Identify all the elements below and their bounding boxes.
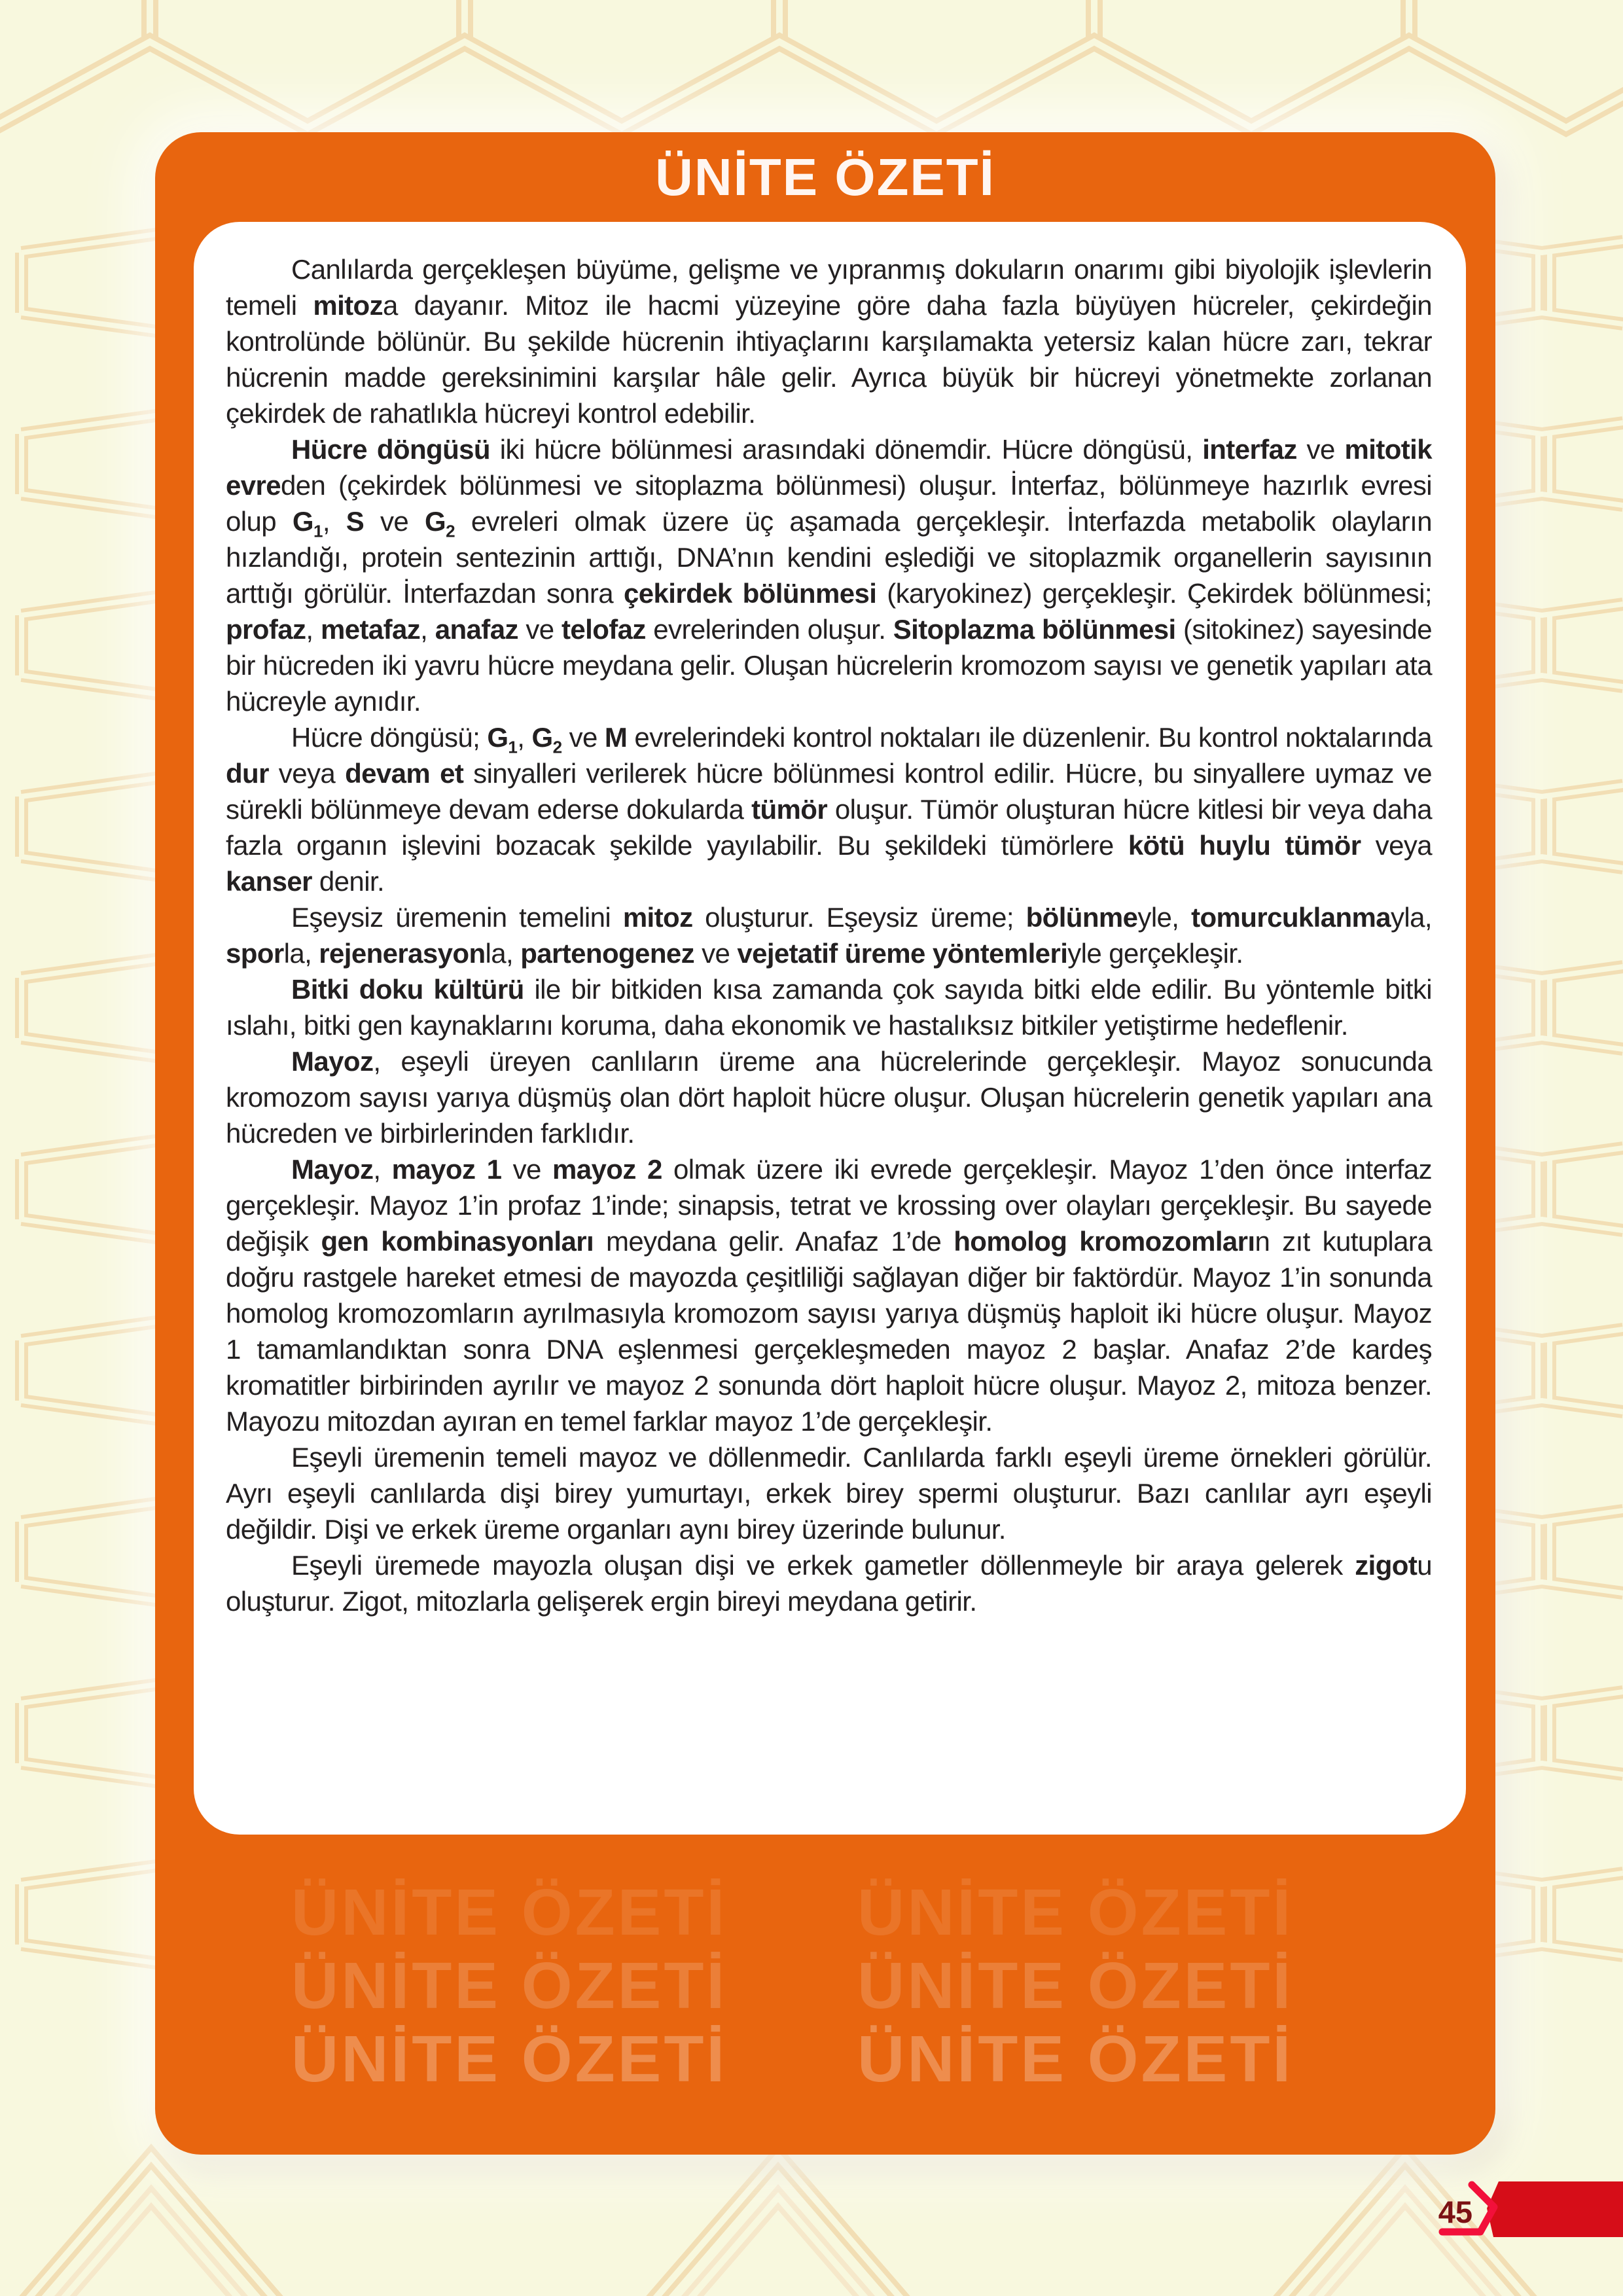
- paragraph: Eşeysiz üremenin temelini mitoz oluşturur. Eşeysiz üreme; bölünmeyle, tomurcuklanmayla, sporla, rejenerasyonla, partenogenez ve vejetatif üreme yöntemleriyle gerçekleşir.: [226, 902, 1432, 969]
- paragraph: Bitki doku kültürü ile bir bitkiden kısa zamanda çok sayıda bitki elde edilir. Bu yöntemle bitki ıslahı, bitki gen kaynaklarını koruma, daha ekonomik ve hastalıksız bitkiler yetiştirme hedeflenir.: [226, 974, 1432, 1041]
- paragraph: Hücre döngüsü iki hücre bölünmesi arasındaki dönemdir. Hücre döngüsü, interfaz ve mitotik evreden (çekirdek bölünmesi ve sitoplazma bölünmesi) oluşur. İnterfaz, bölünmeye hazırlık evresi olup $G_1$, S ve $G_2$ evreleri olmak üzere üç aşamada gerçekleşir. İnterfazda metabolik olayların hızlandığı, protein sentezinin arttığı, DNA’nın kendini eşlediği ve sitoplazmik organellerin sayısının arttığı görülür. İnterfazdan sonra çekirdek bölünmesi (karyokinez) gerçekleşir. Çekirdek bölünmesi; profaz, metafaz, anafaz ve telofaz evrelerinden oluşur. Sitoplazma bölünmesi (sitokinez) sayesinde bir hücreden iki yavru hücre meydana gelir. Oluşan hücrelerin kromozom sayısı ve genetik yapıları ata hücreyle aynıdır.: [226, 434, 1433, 717]
- content-panel: [194, 222, 1466, 1835]
- paragraph: Eşeyli üremede mayozla oluşan dişi ve erkek gametler döllenmeyle bir araya gelerek zigotu oluşturur. Zigot, mitozlarla gelişerek ergin bireyi meydana getirir.: [226, 1550, 1432, 1617]
- watermark-item: ÜNİTE ÖZETİ: [857, 2022, 1294, 2096]
- watermark-item: ÜNİTE ÖZETİ: [291, 1949, 728, 2022]
- paragraph: Canlılarda gerçekleşen büyüme, gelişme ve yıpranmış dokuların onarımı gibi biyolojik işlevlerin temeli mitoza dayanır. Mitoz ile hacmi yüzeyine göre daha fazla büyüyen hücreler, çekirdeğin kontrolünde bölünür. Bu şekilde hücrenin ihtiyaçlarını karşılamakta yetersiz kalan hücre zarı, tekrar hücrenin madde gereksinimini karşılar hâle gelir. Ayrıca büyük bir hücreyi yönetmekte zorlanan çekirdek de rahatlıkla hücreyi kontrol edebilir.: [226, 254, 1432, 429]
- page-title: ÜNİTE ÖZETİ: [655, 148, 995, 206]
- paragraph: Hücre döngüsü; $G_1$, $G_2$ ve M evrelerindeki kontrol noktaları ile düzenlenir. Bu kontrol noktalarında dur veya devam et sinyalleri verilerek hücre bölünmesi kontrol edilir. Hücre, bu sinyallere uymaz ve sürekli bölünmeye devam ederse dokularda tümör oluşur. Tümör oluşturan hücre kitlesi bir veya daha fazla organın işlevini bozacak şekilde yayılabilir. Bu şekildeki tümörlere kötü huylu tümör veya kanser denir.: [226, 722, 1433, 897]
- paragraph: Mayoz, eşeyli üreyen canlıların üreme ana hücrelerinde gerçekleşir. Mayoz sonucunda kromozom sayısı yarıya düşmüş olan dört haploit hücre oluşur. Oluşan hücrelerin genetik yapıları ana hücreden ve birbirlerinden farklıdır.: [226, 1046, 1432, 1149]
- unit-summary-header: [155, 132, 1495, 223]
- red-band: [1487, 2181, 1623, 2237]
- watermark-item: ÜNİTE ÖZETİ: [857, 1876, 1294, 1949]
- summary-text: [226, 251, 1432, 1619]
- watermark-item: ÜNİTE ÖZETİ: [857, 1949, 1294, 2022]
- summary-card: [155, 132, 1495, 2155]
- paragraph: Mayoz, mayoz 1 ve mayoz 2 olmak üzere iki evrede gerçekleşir. Mayoz 1’den önce interfaz gerçekleşir. Mayoz 1’in profaz 1’inde; sinapsis, tetrat ve krossing over olayları gerçekleşir. Bu sayede değişik gen kombinasyonları meydana gelir. Anafaz 1’de homolog kromozomların zıt kutuplara doğru rastgele hareket etmesi de mayozda çeşitliliği sağlayan diğer bir faktördür. Mayoz 1’in sonunda homolog kromozomların ayrılmasıyla kromozom sayısı yarıya düşmüş haploit iki hücre oluşur. Mayoz 1 tamamlandıktan sonra DNA eşlenmesi gerçekleşmeden mayoz 2 başlar. Anafaz 2’de kardeş kromatitler birbirinden ayrılır ve mayoz 2 sonunda dört haploit hücre oluşur. Mayoz 2, mitoza benzer. Mayozu mitozdan ayıran en temel farklar mayoz 1’de gerçekleşir.: [226, 1154, 1433, 1437]
- page-number: 45: [1438, 2195, 1472, 2229]
- paragraph: Eşeyli üremenin temeli mayoz ve döllenmedir. Canlılarda farklı eşeyli üreme örnekleri görülür. Ayrı eşeyli canlılarda dişi birey yumurtayı, erkek birey spermi oluşturur. Bazı canlılar ayrı eşeyli değildir. Dişi ve erkek üreme organları aynı birey üzerinde bulunur.: [226, 1442, 1432, 1545]
- watermark-item: ÜNİTE ÖZETİ: [291, 1876, 728, 1949]
- watermark-item: ÜNİTE ÖZETİ: [291, 2022, 728, 2096]
